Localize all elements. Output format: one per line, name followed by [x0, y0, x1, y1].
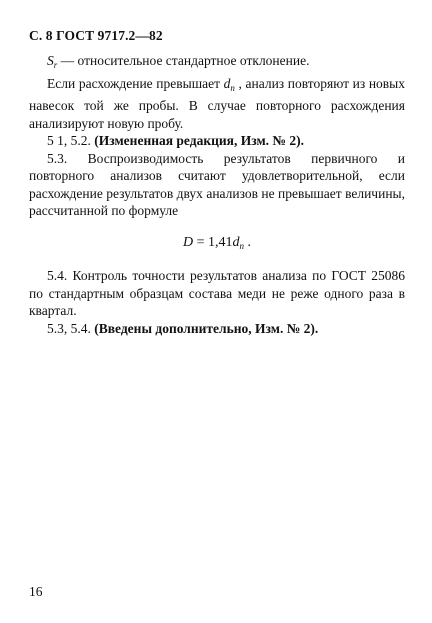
introduced-reference-paragraph	[29, 320, 405, 338]
introduced-ref-note: (Введены дополнительно, Изм. № 2).	[94, 320, 319, 336]
amendment-ref-prefix: 5 1, 5.2.	[47, 133, 95, 148]
section-5-4-paragraph: 5.4. Контроль точности результатов анализа по ГОСТ 25086 по стандартным образцам состава меди не реже одного раза в квартал.	[29, 268, 405, 318]
formula-d: d	[232, 234, 240, 250]
repeat-text-1: Если расхождение превышает	[47, 75, 224, 91]
page-header: С. 8 ГОСТ 9717.2—82	[29, 28, 163, 43]
s-definition-paragraph	[29, 52, 405, 75]
formula-lhs: D	[182, 234, 194, 250]
page-number: 16	[29, 584, 43, 599]
formula-coefficient: = 1,41	[193, 234, 233, 250]
s-subscript: r	[53, 60, 58, 70]
page-content	[29, 52, 405, 337]
amendment-reference-paragraph	[29, 132, 405, 150]
formula-end: .	[244, 234, 252, 250]
reproducibility-formula	[29, 234, 405, 256]
s-definition-text: — относительное стандартное отклонение.	[57, 53, 310, 68]
dn-symbol: d	[223, 75, 231, 91]
formula-subscript: n	[239, 240, 245, 251]
amendment-ref-note: (Измененная редакция, Изм. № 2).	[94, 133, 304, 148]
section-5-3-paragraph: 5.3. Воспроизводимость результатов первичного и повторного анализов считают удовлетворительной, если расхождение результатов двух анализов не превышает величины, рассчитанной по формуле	[29, 150, 405, 218]
introduced-ref-prefix: 5.3, 5.4.	[47, 320, 95, 336]
repeat-text-2: , анализ повторяют из новых навесок той же пробы. В случае повторного расхождения анализируют новую пробу.	[29, 75, 405, 131]
s-symbol: S	[47, 53, 54, 68]
dn-subscript: n	[230, 82, 235, 93]
repeat-analysis-paragraph	[29, 75, 405, 133]
